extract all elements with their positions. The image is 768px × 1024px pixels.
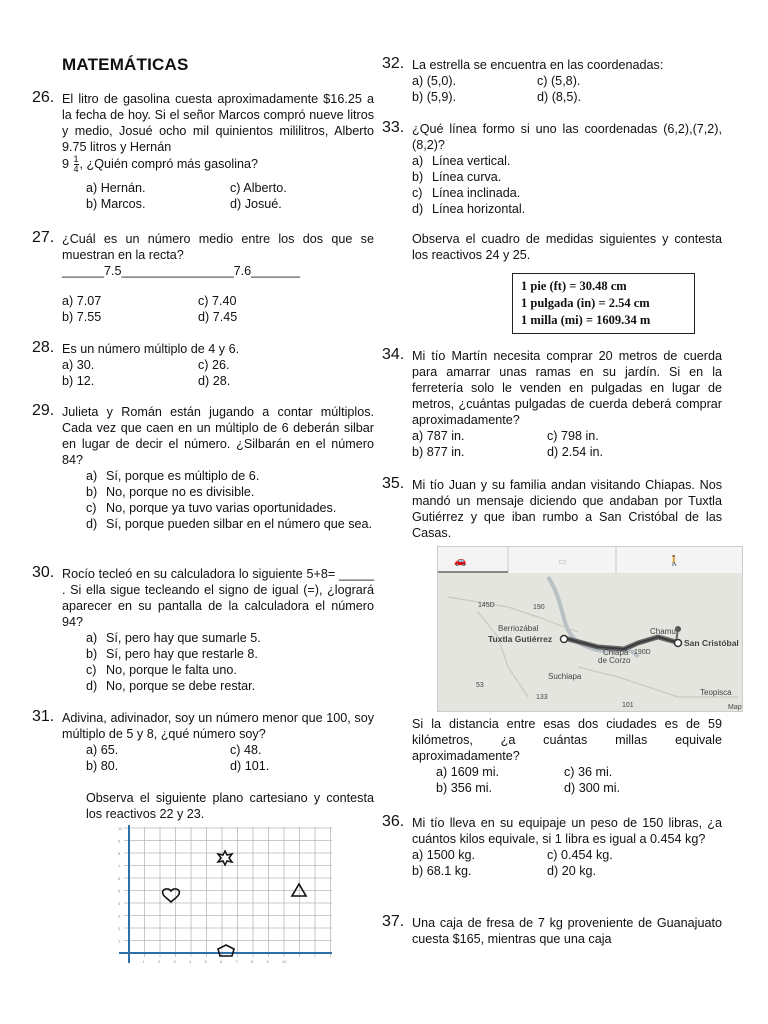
option-c[interactable]: c) 36 mi. (564, 765, 613, 779)
y-tick-label: 4 (118, 901, 121, 906)
question-number: 32. (382, 55, 405, 72)
option-b[interactable]: b) 877 in. (412, 445, 465, 459)
option-d[interactable]: d) 300 mi. (564, 781, 620, 795)
road-133: 133 (536, 694, 548, 701)
option-b[interactable]: b) 356 mi. (436, 781, 492, 795)
question-35-continued (412, 716, 722, 796)
question-36 (382, 813, 722, 879)
option-a[interactable]: a) Hernán. (86, 181, 146, 195)
option-text: No, porque se debe restar. (106, 679, 256, 693)
option-letter: a) (412, 154, 424, 168)
y-tick-label: 7 (118, 863, 121, 869)
option-letter: c) (412, 186, 423, 200)
option-a[interactable]: a) 65. (86, 743, 119, 757)
question-stem: Es un número múltiplo de 4 y 6. (62, 342, 240, 356)
option-c[interactable] (412, 185, 722, 201)
option-letter: d) (412, 202, 424, 216)
y-tick-labels (118, 826, 123, 944)
option-b[interactable]: b) 12. (62, 374, 95, 388)
option-letter: d) (86, 679, 98, 693)
option-d[interactable]: d) Josué. (230, 197, 282, 211)
cartesian-plane (114, 825, 344, 975)
option-c[interactable] (86, 500, 374, 516)
option-c[interactable]: c) (5,8). (537, 74, 581, 88)
option-letter: a) (86, 469, 98, 483)
option-text: No, porque no es divisible. (106, 485, 255, 499)
y-tick-label: 10 (118, 826, 123, 831)
question-stem: Una caja de fresa de 7 kg proveniente de Guanajuato cuesta $165, mientras que una caja (412, 916, 722, 946)
option-letter: b) (86, 647, 98, 661)
map-label-chamula: Chamu (650, 627, 676, 636)
option-c[interactable]: c) 7.40 (198, 294, 237, 308)
question-stem: ¿Cuál es un número medio entre los dos que se muestran en la recta? (62, 232, 374, 262)
x-tick-label: 2 (158, 959, 161, 964)
options (62, 630, 374, 694)
options (62, 357, 374, 389)
question-number: 30. (32, 564, 55, 581)
option-text: Línea horizontal. (432, 202, 526, 216)
question-stem: Rocío tecleó en su calculadora lo siguiente 5+8= _____ . Si ella sigue tecleando el signo de igual (=), ¿logrará aparecer en su pantalla de la calculadora el número 94? (62, 567, 374, 629)
option-text: No, porque le falta uno. (106, 663, 237, 677)
option-letter: b) (412, 170, 424, 184)
table-intro: Observa el cuadro de medidas siguientes y contesta los reactivos 24 y 25. (412, 232, 722, 262)
page-title: MATEMÁTICAS (62, 55, 189, 74)
plane-grid (124, 827, 332, 957)
question-number: 36. (382, 813, 405, 830)
map-label-corzo: de Corzo (598, 656, 631, 665)
y-tick-label: 5 (118, 888, 121, 894)
option-b[interactable] (412, 169, 722, 185)
option-c[interactable]: c) 0.454 kg. (547, 848, 613, 862)
triangle-shape (292, 884, 306, 896)
options (62, 742, 374, 774)
x-tick-label: 6 (220, 959, 223, 964)
question-stem: Adivina, adivinador, soy un número menor que 100, soy múltiplo de 5 y 8, ¿qué número soy? (62, 711, 374, 741)
option-c[interactable]: c) 26. (198, 358, 230, 372)
road-53: 53 (476, 682, 484, 689)
option-d[interactable]: d) 20 kg. (547, 864, 597, 878)
road-101: 101 (622, 702, 634, 709)
question-stem: Mi tío Juan y su familia andan visitando Chiapas. Nos mandó un mensaje diciendo que andaban por Tuxtla Gutiérrez y que iban rumbo a San Cristóbal de las Casas. (412, 478, 722, 540)
measures-table (512, 273, 695, 334)
walk-icon[interactable]: 🚶 (668, 556, 681, 567)
measure-mile: 1 milla (mi) = 1609.34 m (521, 313, 651, 327)
option-letter: c) (86, 663, 97, 677)
question-stem: El litro de gasolina cuesta aproximadamente $16.25 a la fecha de hoy. Si el señor Marcos compró nueve litros y medio, Josué ocho mil quinientos mililitros, Alberto 9.75 litros y Hernán (62, 92, 374, 154)
question-number: 31. (32, 708, 55, 725)
map-label-tuxtla: Tuxtla Gutiérrez (488, 634, 553, 644)
question-stem-after-map: Si la distancia entre esas dos ciudades es de 59 kilómetros, ¿a cuántas millas equivale aproximadamente? (412, 717, 722, 763)
option-d[interactable]: d) (8,5). (537, 90, 582, 104)
question-stem: Julieta y Román están jugando a contar múltiplos. Cada vez que caen en un múltiplo de 6 deberán silbar en lugar de decir el número. ¿Silbarán en el número 84? (62, 405, 374, 467)
question-37 (382, 913, 722, 947)
options (412, 847, 722, 879)
map-label-teopisca: Teopisca (700, 688, 732, 697)
option-b[interactable]: b) (5,9). (412, 90, 457, 104)
question-number: 34. (382, 346, 405, 363)
mixed-number-whole: 9 (62, 156, 70, 171)
option-b[interactable]: b) 68.1 kg. (412, 864, 472, 878)
option-letter: b) (86, 485, 98, 499)
car-icon[interactable]: 🚗 (454, 556, 467, 567)
question-31 (32, 708, 374, 822)
option-text: Sí, pero hay que sumarle 5. (106, 631, 261, 645)
option-c[interactable]: c) Alberto. (230, 181, 287, 195)
question-33 (382, 119, 722, 263)
option-a[interactable] (86, 630, 374, 646)
map-label-chiapa: Chiapa (603, 648, 629, 657)
road-190: 190 (533, 604, 545, 611)
option-a[interactable] (412, 153, 722, 169)
options (412, 73, 722, 105)
y-tick-label: 8 (118, 851, 121, 856)
question-number: 37. (382, 913, 405, 930)
option-d[interactable]: d) 101. (230, 759, 270, 773)
option-a[interactable]: a) (5,0). (412, 74, 457, 88)
y-tick-label: 1 (118, 938, 121, 944)
question-27 (32, 229, 374, 325)
road-145d: 145D (478, 602, 495, 609)
option-c[interactable]: c) 798 in. (547, 429, 599, 443)
question-number: 35. (382, 475, 405, 492)
measure-inch: 1 pulgada (in) = 2.54 cm (521, 296, 650, 310)
question-30 (32, 564, 374, 694)
route-map[interactable] (437, 546, 743, 712)
x-tick-label: 10 (282, 959, 287, 964)
option-d[interactable] (86, 516, 374, 532)
option-text: Línea inclinada. (432, 186, 521, 200)
map-graphic (438, 547, 742, 711)
measure-foot: 1 pie (ft) = 30.48 cm (521, 279, 627, 293)
map-label-berriozabal: Berriozábal (498, 624, 539, 633)
option-text: Sí, porque pueden silbar en el número que sea. (106, 517, 373, 531)
option-d[interactable] (412, 201, 722, 217)
sancristobal-marker[interactable] (675, 640, 682, 647)
question-number: 29. (32, 402, 55, 419)
transit-icon[interactable]: ▭ (558, 557, 567, 567)
option-text: Línea curva. (432, 170, 502, 184)
option-a[interactable]: a) 1609 mi. (436, 765, 499, 779)
option-letter: a) (86, 631, 98, 645)
x-tick-label: 1 (142, 959, 145, 964)
x-tick-label: 8 (251, 959, 254, 964)
option-d[interactable]: d) 7.45 (198, 310, 238, 324)
x-tick-label: 7 (235, 959, 238, 964)
tuxtla-marker[interactable] (561, 636, 568, 643)
options (412, 428, 722, 460)
map-attribution: Map (728, 704, 742, 711)
question-29 (32, 402, 374, 532)
option-text: No, porque ya tuvo varias oportunidades. (106, 501, 337, 515)
map-label-suchiapa: Suchiapa (548, 672, 582, 681)
y-tick-label: 9 (118, 838, 121, 844)
y-tick-label: 3 (118, 913, 121, 919)
options (412, 764, 722, 796)
number-line: ______7.5________________7.6_______ (62, 264, 301, 278)
x-tick-label: 3 (173, 959, 176, 964)
map-label-sancristobal: San Cristóbal (684, 638, 739, 648)
option-b[interactable]: b) 80. (86, 759, 119, 773)
option-a[interactable]: a) 30. (62, 358, 95, 372)
option-d[interactable]: d) 2.54 in. (547, 445, 604, 459)
option-text: Línea vertical. (432, 154, 511, 168)
option-a[interactable]: a) 787 in. (412, 429, 465, 443)
option-d[interactable]: d) 28. (198, 374, 231, 388)
option-b[interactable]: b) Marcos. (86, 197, 146, 211)
road-190d: 190D (634, 649, 651, 656)
option-b[interactable] (86, 646, 374, 662)
question-stem: Mi tío Martín necesita comprar 20 metros de cuerda para amarrar unas ramas en su jardín. Si en la ferretería solo le venden en pulgadas en lugar de metros, ¿cuántas pulgadas de cuerda deberá comprar aproximadamente? (412, 349, 722, 427)
option-b[interactable]: b) 7.55 (62, 310, 102, 324)
option-text: Sí, pero hay que restarle 8. (106, 647, 258, 661)
y-tick-label: 6 (118, 876, 121, 881)
question-stem: Mi tío lleva en su equipaje un peso de 150 libras, ¿a cuántos kilos equivale, si 1 libra es igual a 0.454 kg? (412, 816, 722, 846)
x-tick-label: 4 (189, 959, 192, 964)
question-number: 28. (32, 339, 55, 356)
option-text: Sí, porque es múltiplo de 6. (106, 469, 260, 483)
question-stem-end: , ¿Quién compró más gasolina? (79, 156, 259, 171)
option-c[interactable]: c) 48. (230, 743, 262, 757)
option-b[interactable] (86, 484, 374, 500)
options (62, 468, 374, 532)
question-number: 27. (32, 229, 55, 246)
option-letter: c) (86, 501, 97, 515)
options (62, 293, 374, 325)
question-34 (382, 346, 722, 460)
option-a[interactable]: a) 1500 kg. (412, 848, 476, 862)
option-d[interactable] (86, 678, 374, 694)
option-letter: d) (86, 517, 98, 531)
question-number: 33. (382, 119, 405, 136)
x-tick-label: 9 (266, 959, 269, 964)
option-a[interactable] (86, 468, 374, 484)
x-tick-labels (143, 959, 288, 964)
question-28 (32, 339, 374, 389)
question-32 (382, 55, 722, 105)
fraction: $\frac{1}{4}$ (73, 154, 79, 174)
question-26 (32, 89, 374, 212)
plane-intro: Observa el siguiente plano cartesiano y contesta los reactivos 22 y 23. (86, 791, 374, 821)
x-tick-label: 5 (204, 959, 207, 964)
question-stem: La estrella se encuentra en las coordenadas: (412, 58, 664, 72)
question-number: 26. (32, 89, 55, 106)
pentagon-shape (218, 945, 234, 956)
options (62, 180, 374, 212)
y-tick-label: 2 (118, 926, 121, 931)
question-35 (382, 475, 722, 541)
options (412, 153, 722, 217)
option-a[interactable]: a) 7.07 (62, 294, 102, 308)
question-stem: ¿Qué línea formo si uno las coordenadas (6,2),(7,2), (8,2)? (412, 122, 722, 152)
option-c[interactable] (86, 662, 374, 678)
